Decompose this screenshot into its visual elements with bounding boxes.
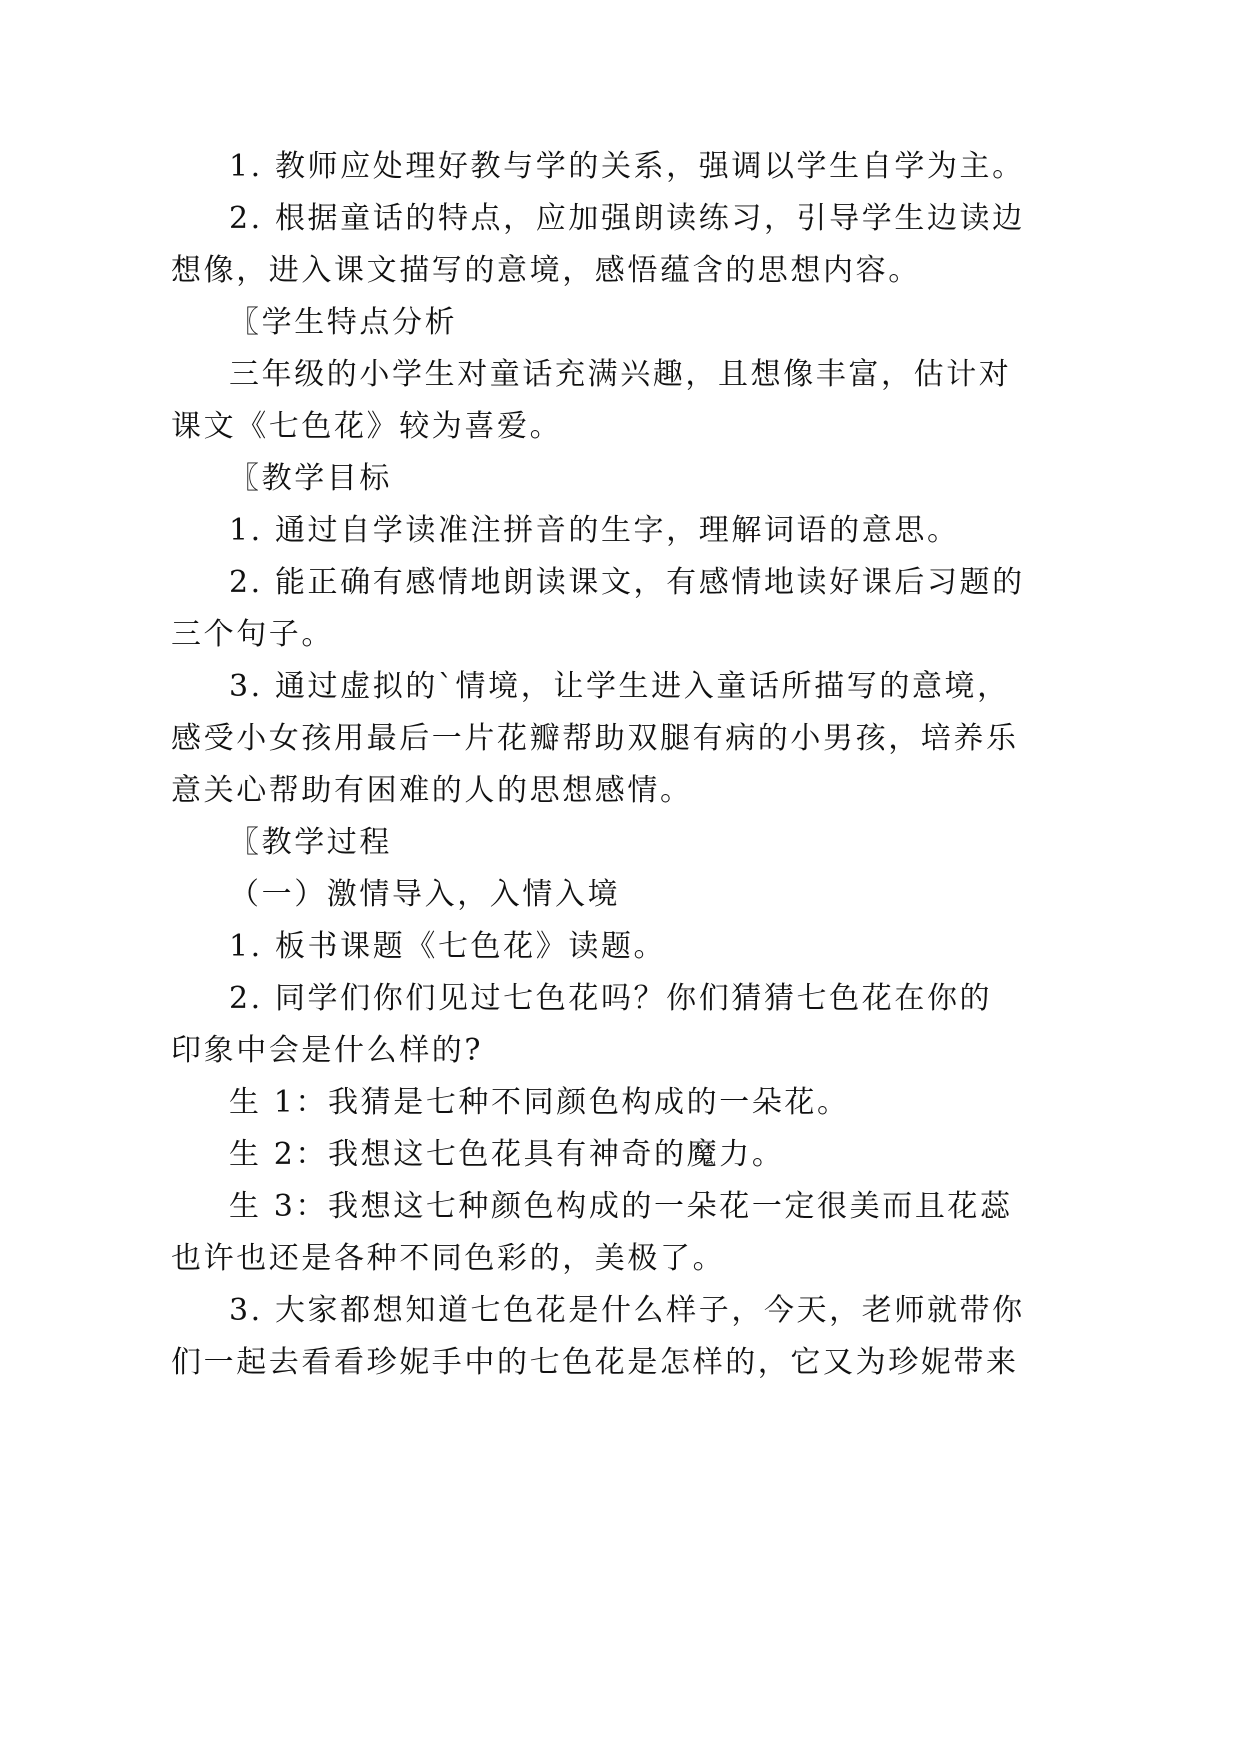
line-13: 意关心帮助有困难的人的思想感情。 bbox=[171, 773, 693, 808]
line-21: 生 3：我想这七种颜色构成的一朵花一定很美而且花蕊 bbox=[229, 1189, 1013, 1224]
line-23: 3. 大家都想知道七色花是什么样子，今天，老师就带你 bbox=[229, 1293, 1025, 1328]
line-22: 也许也还是各种不同色彩的，美极了。 bbox=[171, 1241, 726, 1276]
line-10: 三个句子。 bbox=[171, 617, 334, 652]
line-20: 生 2：我想这七色花具有神奇的魔力。 bbox=[229, 1137, 785, 1172]
line-24: 们一起去看看珍妮手中的七色花是怎样的，它又为珍妮带来 bbox=[171, 1345, 1019, 1380]
line-16: 1. 板书课题《七色花》读题。 bbox=[229, 929, 667, 964]
heading-student-analysis: 〖学生特点分析 bbox=[229, 305, 458, 340]
line-17: 2. 同学们你们见过七色花吗？你们猜猜七色花在你的 bbox=[229, 981, 993, 1016]
line-9: 2. 能正确有感情地朗读课文，有感情地读好课后习题的 bbox=[229, 565, 1025, 600]
line-6: 课文《七色花》较为喜爱。 bbox=[171, 409, 563, 444]
line-12: 感受小女孩用最后一片花瓣帮助双腿有病的小男孩，培养乐 bbox=[171, 721, 1019, 756]
line-19: 生 1：我猜是七种不同颜色构成的一朵花。 bbox=[229, 1085, 850, 1120]
line-1: 1. 教师应处理好教与学的关系，强调以学生自学为主。 bbox=[229, 149, 1025, 184]
line-8: 1. 通过自学读准注拼音的生字，理解词语的意思。 bbox=[229, 513, 960, 548]
line-11: 3. 通过虚拟的`情境，让学生进入童话所描写的意境， bbox=[229, 669, 1010, 704]
line-3: 想像，进入课文描写的意境，感悟蕴含的思想内容。 bbox=[171, 253, 921, 288]
line-18: 印象中会是什么样的? bbox=[171, 1033, 484, 1068]
subheading-intro: （一）激情导入，入情入境 bbox=[229, 877, 621, 912]
line-5: 三年级的小学生对童话充满兴趣，且想像丰富，估计对 bbox=[229, 357, 1012, 392]
heading-teaching-process: 〖教学过程 bbox=[229, 825, 392, 860]
line-2: 2. 根据童话的特点，应加强朗读练习，引导学生边读边 bbox=[229, 201, 1025, 236]
heading-teaching-goals: 〖教学目标 bbox=[229, 461, 392, 496]
